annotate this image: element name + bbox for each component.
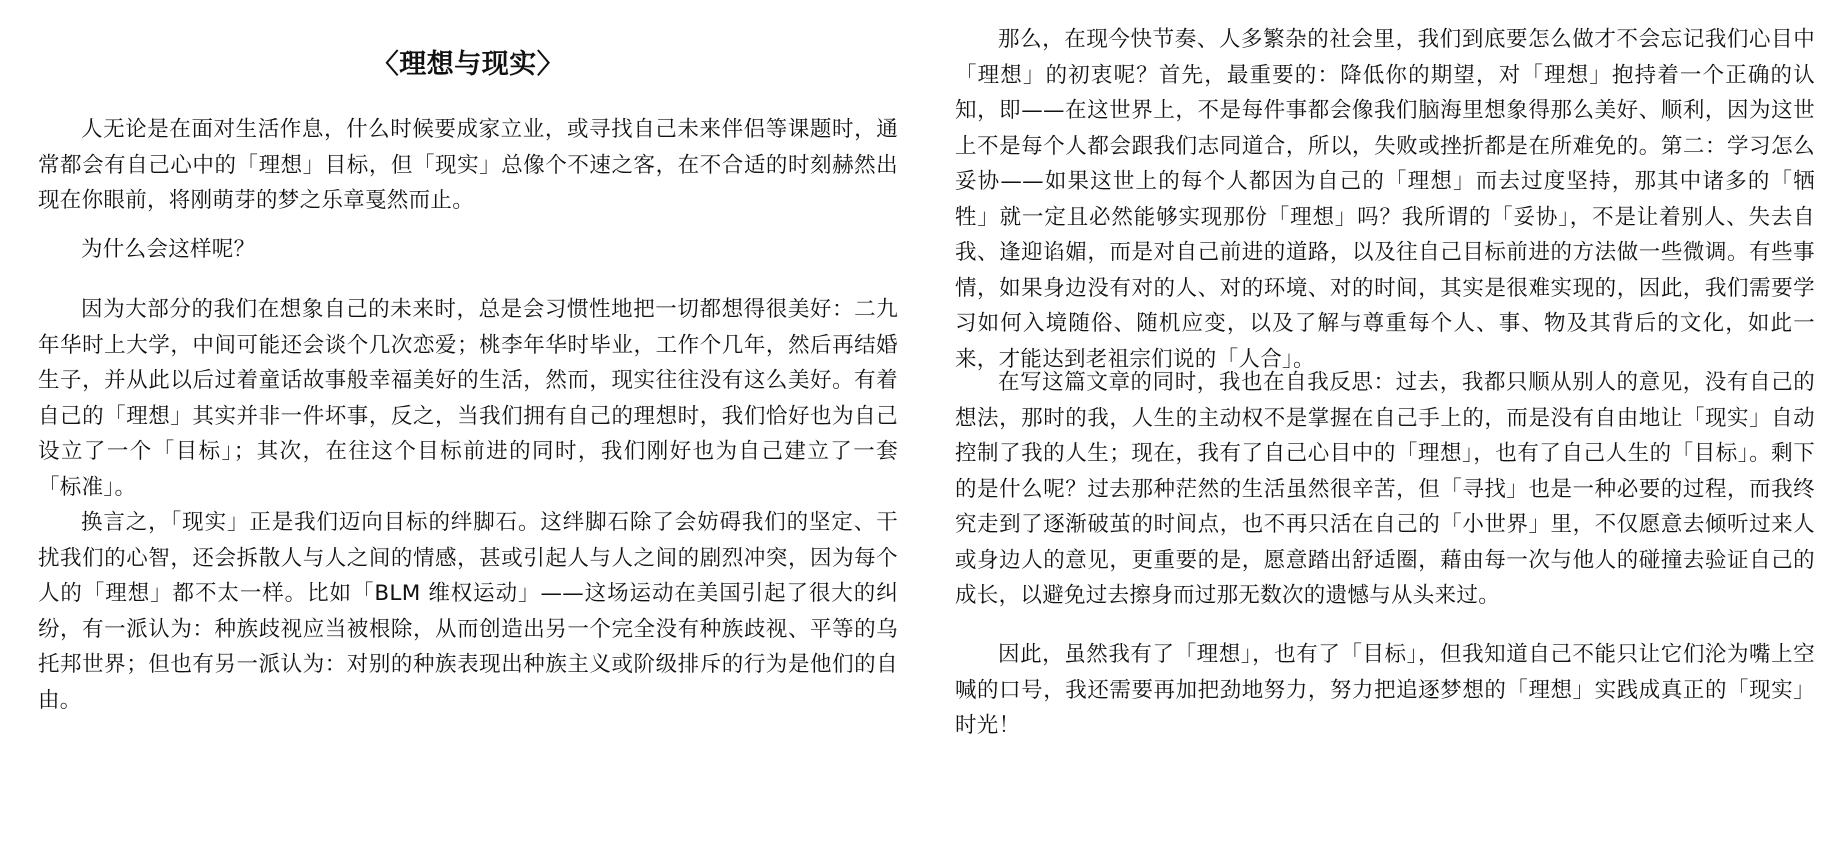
paragraph-intro: 人无论是在面对生活作息，什么时候要成家立业，或寻找自己未来伴侣等课题时，通常都会有自己心中的「理想」目标，但「现实」总像个不速之客，在不合适的时刻赫然出现在你眼前，将刚萌芽的梦之乐章戛然而止。 <box>38 117 898 213</box>
paragraph-self-reflection: 在写这篇文章的同时，我也在自我反思：过去，我都只顺从别人的意见，没有自己的想法，那时的我，人生的主动权不是掌握在自己手上的，而是没有自由地让「现实」自动控制了我的人生；现在，我有了自己心目中的「理想」，也有了自己人生的「目标」。剩下的是什么呢？过去那种茫然的生活虽然很辛苦，但「寻找」也是一种必要的过程，而我终究走到了逐渐破茧的时间点，也不再只活在自己的「小世界」里，不仅愿意去倾听过来人或身边人的意见，更重要的是，愿意踏出舒适圈，藉由每一次与他人的碰撞去验证自己的成长，以避免过去擦身而过那无数次的遗憾与从头来过。 <box>955 370 1815 608</box>
paragraph-conclusion: 因此，虽然我有了「理想」，也有了「目标」，但我知道自己不能只让它们沦为嘴上空喊的口号，我还需要再加把劲地努力，努力把追逐梦想的「理想」实践成真正的「现实」时光！ <box>955 642 1815 738</box>
paragraph-reality-obstacle: 换言之，「现实」正是我们迈向目标的绊脚石。这绊脚石除了会妨碍我们的坚定、干扰我们的心智，还会拆散人与人之间的情感，甚或引起人与人之间的剧烈冲突，因为每个人的「理想」都不太一样。比如「BLM 维权运动」——这场运动在美国引起了很大的纠纷，有一派认为：种族歧视应当被根除，从而创造出另一个完全没有种族歧视、平等的乌托邦世界；但也有另一派认为：对别的种族表现出种族主义或阶级排斥的行为是他们的自由。 <box>38 510 898 713</box>
essay-title: 〈理想与现实〉 <box>371 49 565 80</box>
paragraph-ideal-future: 因为大部分的我们在想象自己的未来时，总是会习惯性地把一切都想得很美好：二九年华时上大学，中间可能还会谈个几次恋爱；桃李年华时毕业，工作个几年，然后再结婚生子，并从此以后过着童话故事般幸福美好的生活，然而，现实往往没有这么美好。有着自己的「理想」其实并非一件坏事，反之，当我们拥有自己的理想时，我们恰好也为自己设立了一个「目标」；其次，在往这个目标前进的同时，我们刚好也为自己建立了一套「标准」。 <box>38 297 898 500</box>
paragraph-how-to-keep-ideal: 那么，在现今快节奏、人多繁杂的社会里，我们到底要怎么做才不会忘记我们心目中「理想」的初衷呢？首先，最重要的：降低你的期望，对「理想」抱持着一个正确的认知，即——在这世界上，不是每件事都会像我们脑海里想象得那么美好、顺利，因为这世上不是每个人都会跟我们志同道合，所以，失败或挫折都是在所难免的。第二：学习怎么妥协——如果这世上的每个人都因为自己的「理想」而去过度坚持，那其中诸多的「牺牲」就一定且必然能够实现那份「理想」吗？我所谓的「妥协」，不是让着别人、失去自我、逢迎谄媚，而是对自己前进的道路，以及往自己目标前进的方法做一些微调。有些事情，如果身边没有对的人、对的环境、对的时间，其实是很难实现的，因此，我们需要学习如何入境随俗、随机应变，以及了解与尊重每个人、事、物及其背后的文化，如此一来，才能达到老祖宗们说的「人合」。 <box>955 27 1815 372</box>
paragraph-question: 为什么会这样呢？ <box>81 237 256 262</box>
